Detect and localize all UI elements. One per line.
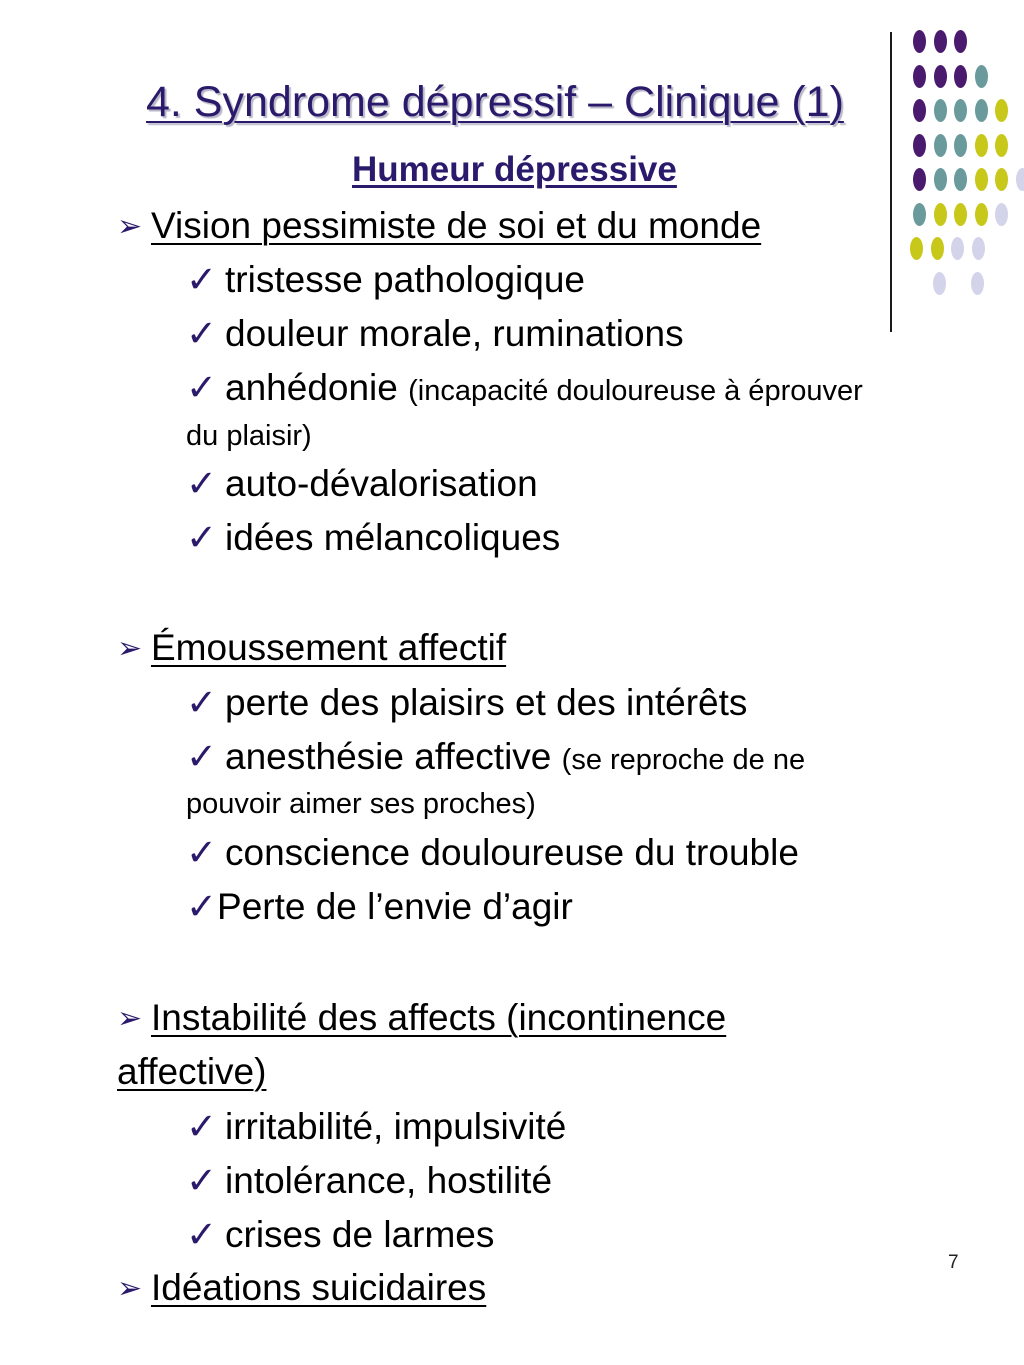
decorative-dot xyxy=(913,65,926,88)
list-item-continuation: pouvoir aimer ses proches) xyxy=(186,788,536,820)
decorative-dot xyxy=(972,237,985,260)
decorative-dot xyxy=(1016,168,1024,191)
list-item-continuation: du plaisir) xyxy=(186,420,312,452)
section-heading-ideations: ➢ Idéations suicidaires xyxy=(117,1267,487,1308)
decorative-dot xyxy=(910,237,923,260)
list-item: ✓ perte des plaisirs et des intérêts xyxy=(186,682,748,723)
list-item: ✓ anesthésie affective (se reproche de ne xyxy=(186,736,806,777)
decorative-dot xyxy=(975,168,988,191)
slide-subtitle: Humeur dépressive xyxy=(352,150,677,189)
section-heading-instabilite: ➢ Instabilité des affects (incontinence xyxy=(117,997,727,1038)
list-item: ✓ douleur morale, ruminations xyxy=(186,313,684,354)
decorative-dot xyxy=(954,168,967,191)
checkmark-icon: ✓ xyxy=(186,682,218,723)
checkmark-icon: ✓ xyxy=(186,313,218,354)
decorative-dot xyxy=(954,99,967,122)
decorative-dot xyxy=(995,134,1008,157)
decorative-dot xyxy=(933,272,946,295)
decorative-dot xyxy=(951,237,964,260)
checkmark-icon: ✓ xyxy=(186,1106,218,1147)
decorative-dot xyxy=(995,168,1008,191)
decorative-dot xyxy=(971,272,984,295)
arrow-bullet-icon: ➢ xyxy=(117,632,143,665)
decorative-dot xyxy=(975,99,988,122)
decorative-dot xyxy=(931,237,944,260)
decorative-dot xyxy=(934,65,947,88)
decorative-dot xyxy=(954,30,967,53)
checkmark-icon: ✓ xyxy=(186,463,218,504)
decorative-dot xyxy=(913,203,926,226)
list-item: ✓Perte de l’envie d’agir xyxy=(186,886,573,927)
decorative-dot xyxy=(954,65,967,88)
checkmark-icon: ✓ xyxy=(186,259,218,300)
decorative-dot xyxy=(934,203,947,226)
decorative-dot xyxy=(913,99,926,122)
checkmark-icon: ✓ xyxy=(186,886,218,927)
checkmark-icon: ✓ xyxy=(186,1160,218,1201)
decorative-dot xyxy=(995,203,1008,226)
checkmark-icon: ✓ xyxy=(186,367,218,408)
list-item: ✓ intolérance, hostilité xyxy=(186,1160,553,1201)
decorative-dot xyxy=(995,99,1008,122)
decorative-dot xyxy=(934,30,947,53)
list-item: ✓ anhédonie (incapacité douloureuse à éprouver xyxy=(186,367,863,408)
slide-title: 4. Syndrome dépressif – Clinique (1) xyxy=(146,78,844,126)
decorative-dot xyxy=(975,134,988,157)
arrow-bullet-icon: ➢ xyxy=(117,1002,143,1035)
checkmark-icon: ✓ xyxy=(186,832,218,873)
list-item: ✓ idées mélancoliques xyxy=(186,517,561,558)
decorative-dot xyxy=(913,168,926,191)
decorative-dot xyxy=(954,134,967,157)
decorative-dot xyxy=(913,134,926,157)
section-heading-continuation: affective) xyxy=(117,1051,267,1092)
list-item: ✓ conscience douloureuse du trouble xyxy=(186,832,799,873)
decorative-dot xyxy=(934,99,947,122)
decorative-dot xyxy=(913,30,926,53)
list-item: ✓ crises de larmes xyxy=(186,1214,495,1255)
vertical-divider xyxy=(890,32,892,332)
checkmark-icon: ✓ xyxy=(186,736,218,777)
list-item: ✓ irritabilité, impulsivité xyxy=(186,1106,567,1147)
decorative-dot xyxy=(954,203,967,226)
list-item: ✓ auto-dévalorisation xyxy=(186,463,538,504)
section-heading-emoussement: ➢ Émoussement affectif xyxy=(117,627,507,668)
section-heading-vision: ➢ Vision pessimiste de soi et du monde xyxy=(117,205,762,246)
checkmark-icon: ✓ xyxy=(186,517,218,558)
checkmark-icon: ✓ xyxy=(186,1214,218,1255)
list-item: ✓ tristesse pathologique xyxy=(186,259,585,300)
arrow-bullet-icon: ➢ xyxy=(117,1272,143,1305)
decorative-dot xyxy=(934,134,947,157)
decorative-dot xyxy=(934,168,947,191)
decorative-dot xyxy=(975,65,988,88)
decorative-dot xyxy=(975,203,988,226)
page-number: 7 xyxy=(948,1252,959,1273)
arrow-bullet-icon: ➢ xyxy=(117,210,143,243)
